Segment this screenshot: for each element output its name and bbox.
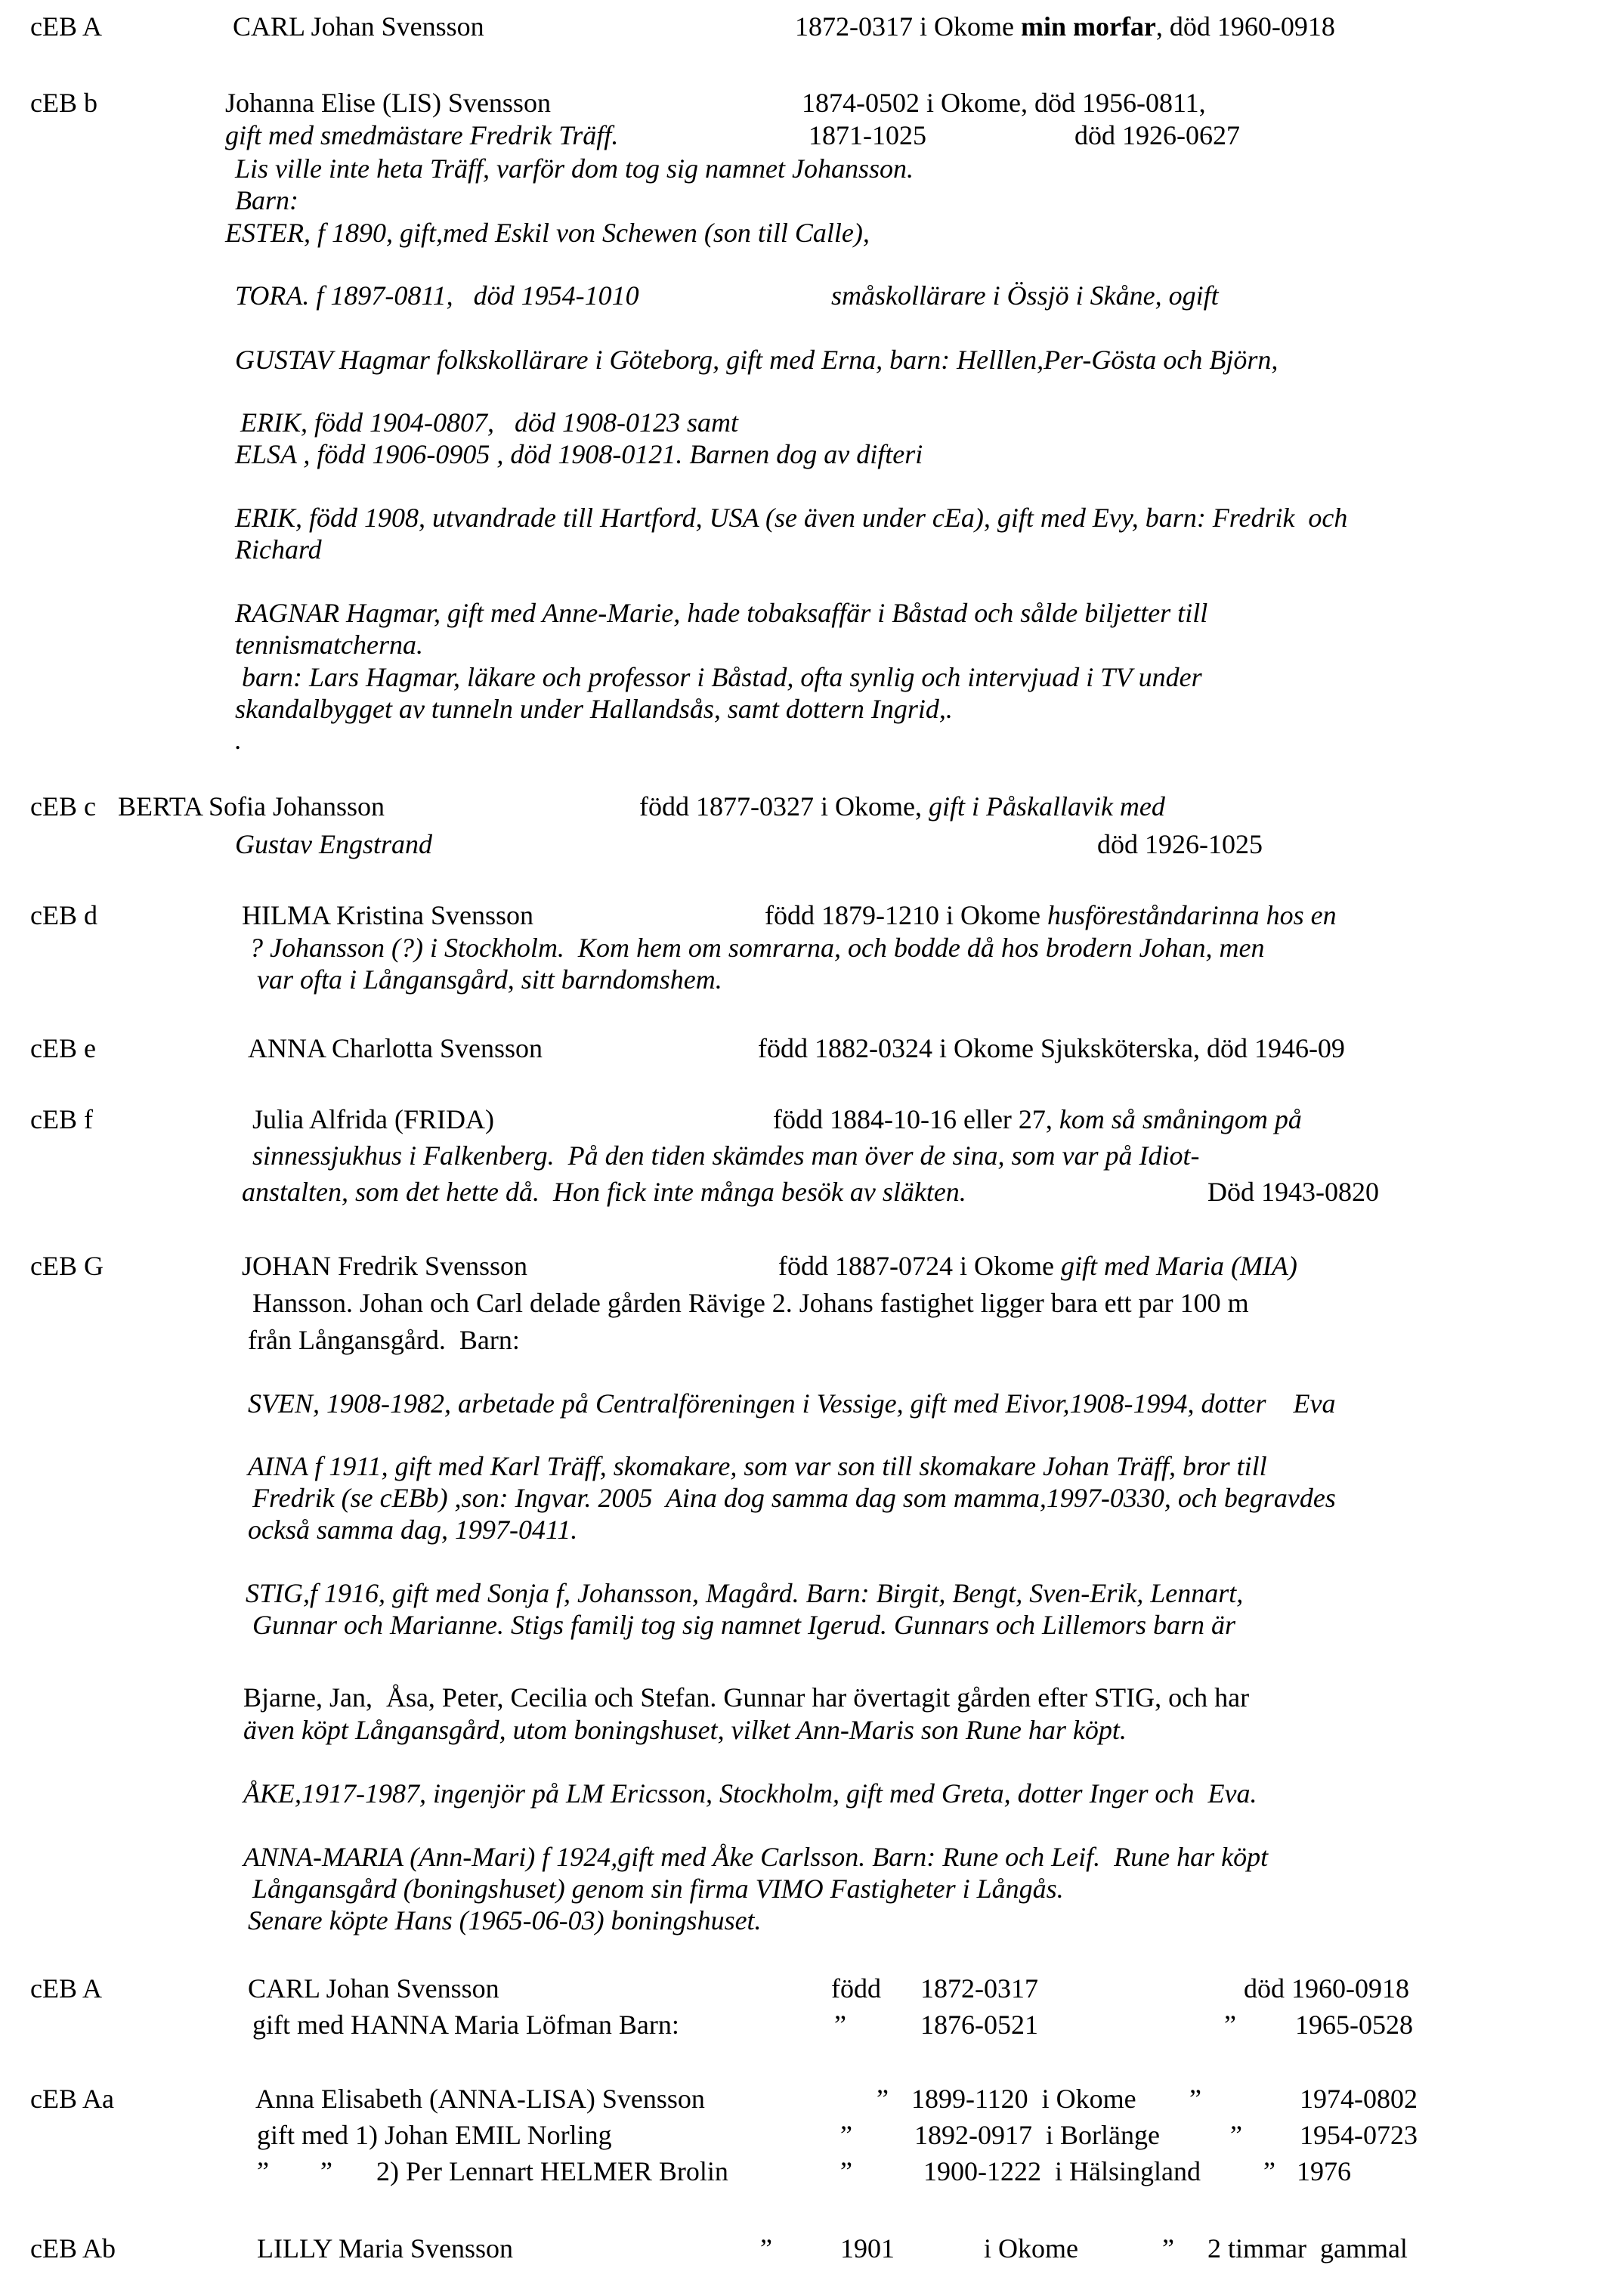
child-ragnar-children: barn: Lars Hagmar, läkare och professor i Båstad, ofta synlig och intervjuad i TV under bbox=[235, 662, 1202, 692]
person-name: ANNA Charlotta Svensson bbox=[248, 1033, 543, 1063]
child-stig: STIG,f 1916, gift med Sonja f, Johansson, Magård. Barn: Birgit, Bengt, Sven-Erik, Lennart, bbox=[246, 1578, 1244, 1608]
child-erik-1904: ERIK, född 1904-0807, död 1908-0123 samt bbox=[240, 407, 738, 438]
died-date: död 1960-0918 bbox=[1244, 1973, 1409, 2004]
person-name: BERTA Sofia Johansson bbox=[118, 791, 385, 822]
dates-line: född 1887-0724 i Okome gift med Maria (MIA) bbox=[778, 1251, 1297, 1281]
ditto-mark: ” bbox=[840, 2120, 852, 2150]
child-gustav: GUSTAV Hagmar folkskollärare i Göteborg, gift med Erna, barn: Helllen,Per-Gösta och Björn, bbox=[235, 345, 1279, 375]
born-date: 1899-1120 i Okome bbox=[911, 2084, 1136, 2114]
dates-line: född 1877-0327 i Okome, gift i Påskallavik med bbox=[639, 791, 1165, 822]
children-label: Barn: bbox=[235, 185, 298, 215]
spouse-died: 1976 bbox=[1297, 2156, 1351, 2186]
died-date: 1974-0802 bbox=[1300, 2084, 1418, 2114]
note-line: från Långansgård. Barn: bbox=[248, 1325, 520, 1355]
child-ragnar-cont: tennismatcherna. bbox=[235, 630, 423, 660]
entry-code: cEB d bbox=[30, 900, 97, 930]
spouse-born: 1871-1025 bbox=[809, 120, 926, 150]
person-name: JOHAN Fredrik Svensson bbox=[242, 1251, 527, 1281]
born-date: 1872-0317 bbox=[920, 1973, 1038, 2004]
person-name: Anna Elisabeth (ANNA-LISA) Svensson bbox=[255, 2084, 705, 2114]
spouse-line: Gustav Engstrand bbox=[235, 829, 432, 859]
spouse-line: gift med 1) Johan EMIL Norling bbox=[257, 2120, 612, 2150]
died-line: död 1926-1025 bbox=[1097, 829, 1263, 859]
child-aina: AINA f 1911, gift med Karl Träff, skomakare, som var son till skomakare Johan Träff, bror till bbox=[248, 1451, 1267, 1481]
died-line: Död 1943-0820 bbox=[1207, 1177, 1379, 1207]
spouse-born: 1892-0917 i Borlänge bbox=[914, 2120, 1160, 2150]
note-line: sinnessjukhus i Falkenberg. På den tiden skämdes man över de sina, som var på Idiot- bbox=[252, 1140, 1200, 1171]
entry-code: cEB f bbox=[30, 1104, 93, 1134]
entry-code: cEB A bbox=[30, 11, 102, 42]
spouse-died: död 1926-0627 bbox=[1074, 120, 1240, 150]
person-name: Johanna Elise (LIS) Svensson bbox=[225, 88, 551, 118]
child-ragnar: RAGNAR Hagmar, gift med Anne-Marie, hade tobaksaffär i Båstad och sålde biljetter till bbox=[235, 598, 1208, 628]
spouse-born: 1876-0521 bbox=[920, 2010, 1038, 2040]
dates-line: född 1879-1210 i Okome husföreståndarinna hos en bbox=[765, 900, 1337, 930]
spouse-line: 2) Per Lennart HELMER Brolin bbox=[376, 2156, 728, 2186]
person-name: Julia Alfrida (FRIDA) bbox=[252, 1104, 494, 1134]
child-stig-cont: Gunnar och Marianne. Stigs familj tog sig namnet Igerud. Gunnars och Lillemors barn är bbox=[252, 1610, 1235, 1640]
child-anna-maria-cont: Senare köpte Hans (1965-06-03) boningshuset. bbox=[248, 1905, 762, 1936]
child-anna-maria-cont: Långansgård (boningshuset) genom sin firma VIMO Fastigheter i Långås. bbox=[252, 1874, 1064, 1904]
child-aina-cont: Fredrik (se cEBb) ,son: Ingvar. 2005 Aina dog samma dag som mamma,1997-0330, och begravdes bbox=[252, 1483, 1336, 1513]
dates-line: född 1882-0324 i Okome Sjuksköterska, död 1946-09 bbox=[758, 1033, 1345, 1063]
child-ragnar-children-cont: skandalbygget av tunneln under Hallandsås, samt dottern Ingrid,. bbox=[235, 694, 953, 724]
ditto-mark: ” bbox=[1263, 2156, 1275, 2186]
person-name: CARL Johan Svensson bbox=[248, 1973, 499, 2004]
entry-code: cEB b bbox=[30, 88, 97, 118]
spouse-died: 1954-0723 bbox=[1300, 2120, 1418, 2150]
entry-code: cEB e bbox=[30, 1033, 96, 1063]
child-ester: ESTER, f 1890, gift,med Eskil von Schewen (son till Calle), bbox=[225, 218, 870, 248]
entry-code: cEB G bbox=[30, 1251, 104, 1281]
spouse-died: 1965-0528 bbox=[1295, 2010, 1413, 2040]
person-name: CARL Johan Svensson bbox=[233, 11, 484, 42]
child-ake: ÅKE,1917-1987, ingenjör på LM Ericsson, Stockholm, gift med Greta, dotter Inger och Eva. bbox=[243, 1778, 1257, 1809]
note-line: ? Johansson (?) i Stockholm. Kom hem om somrarna, och bodde då hos brodern Johan, men bbox=[249, 933, 1265, 963]
ditto-mark: ” bbox=[760, 2233, 772, 2264]
dates-line: 1874-0502 i Okome, död 1956-0811, bbox=[802, 88, 1206, 118]
person-name: LILLY Maria Svensson bbox=[257, 2233, 513, 2264]
note-line: var ofta i Långansgård, sitt barndomshem. bbox=[257, 964, 722, 995]
child-erik-1908: ERIK, född 1908, utvandrade till Hartford, USA (se även under cEa), gift med Evy, barn: Fredrik och bbox=[235, 503, 1348, 533]
dates-line: 1872-0317 i Okome min morfar, död 1960-0918 bbox=[795, 11, 1335, 42]
grandchildren-line: Bjarne, Jan, Åsa, Peter, Cecilia och Stefan. Gunnar har övertagit gården efter STIG, och har bbox=[243, 1682, 1250, 1713]
ditto-mark: ” bbox=[1189, 2084, 1201, 2114]
note-line: 2 timmar gammal bbox=[1207, 2233, 1408, 2264]
ditto-mark: ” bbox=[840, 2156, 852, 2186]
child-tora: TORA. f 1897-0811, död 1954-1010 bbox=[235, 280, 639, 311]
trailing-dot: . bbox=[235, 725, 242, 755]
grandchildren-line-cont: även köpt Långansgård, utom boningshuset, vilket Ann-Maris son Rune har köpt. bbox=[243, 1715, 1127, 1745]
born-place: i Okome bbox=[984, 2233, 1078, 2264]
ditto-mark: ” bbox=[1224, 2010, 1236, 2040]
spouse-line: gift med smedmästare Fredrik Träff. bbox=[225, 120, 619, 150]
child-erik-1908-cont: Richard bbox=[235, 534, 322, 565]
ditto-mark: ” bbox=[257, 2156, 269, 2186]
child-aina-cont: också samma dag, 1997-0411. bbox=[248, 1515, 578, 1545]
spouse-born: 1900-1222 i Hälsingland bbox=[923, 2156, 1201, 2186]
child-anna-maria: ANNA-MARIA (Ann-Mari) f 1924,gift med Åke Carlsson. Barn: Rune och Leif. Rune har köpt bbox=[243, 1842, 1269, 1872]
born-label: född bbox=[831, 1973, 881, 2004]
spouse-line: gift med HANNA Maria Löfman Barn: bbox=[252, 2010, 679, 2040]
person-name: HILMA Kristina Svensson bbox=[242, 900, 533, 930]
ditto-mark: ” bbox=[320, 2156, 332, 2186]
ditto-mark: ” bbox=[834, 2010, 846, 2040]
entry-code: cEB Aa bbox=[30, 2084, 114, 2114]
ditto-mark: ” bbox=[1230, 2120, 1242, 2150]
child-elsa: ELSA , född 1906-0905 , död 1908-0121. Barnen dog av difteri bbox=[235, 439, 923, 469]
born-year: 1901 bbox=[840, 2233, 895, 2264]
entry-code: cEB A bbox=[30, 1973, 102, 2004]
entry-code: cEB c bbox=[30, 791, 96, 822]
dates-line: född 1884-10-16 eller 27, kom så småningom på bbox=[773, 1104, 1302, 1134]
child-tora-occupation: småskollärare i Össjö i Skåne, ogift bbox=[831, 280, 1219, 311]
note-line: Hansson. Johan och Carl delade gården Rävige 2. Johans fastighet ligger bara ett par 100 m bbox=[252, 1288, 1249, 1318]
ditto-mark: ” bbox=[877, 2084, 889, 2114]
entry-code: cEB Ab bbox=[30, 2233, 116, 2264]
child-sven: SVEN, 1908-1982, arbetade på Centralföreningen i Vessige, gift med Eivor,1908-1994, dotter Eva bbox=[248, 1388, 1336, 1419]
ditto-mark: ” bbox=[1162, 2233, 1174, 2264]
note-line: anstalten, som det hette då. Hon fick inte många besök av släkten. bbox=[242, 1177, 966, 1207]
note-line: Lis ville inte heta Träff, varför dom tog sig namnet Johansson. bbox=[235, 153, 914, 184]
